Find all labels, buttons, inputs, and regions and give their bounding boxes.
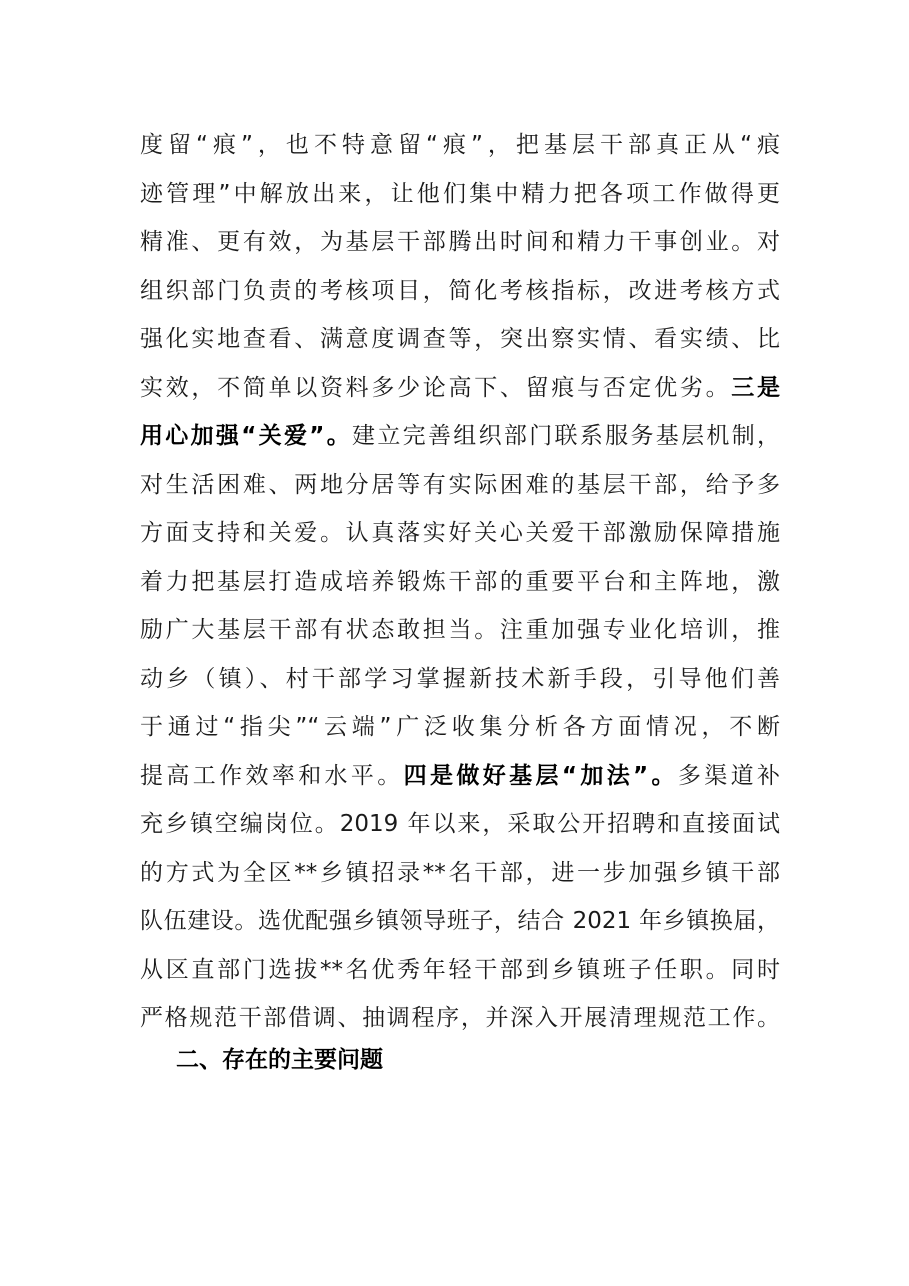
text-segment: 方面支持和关爱。认真落实好关心关爱干部激励保障措施 xyxy=(140,520,780,546)
text-line xyxy=(140,170,780,219)
text-line xyxy=(140,121,780,170)
text-line xyxy=(140,897,780,946)
text-segment: 精准、更有效，为基层干部腾出时间和精力干事创业。对 xyxy=(140,229,780,255)
text-segment: 多渠道补 xyxy=(677,762,781,789)
body-paragraph xyxy=(140,121,780,1043)
text-segment: 建立完善组织部门联系服务基层机制， xyxy=(352,423,781,449)
text-segment: 动乡（镇）、村干部学习掌握新技术新手段，引导他们善 xyxy=(140,665,780,692)
text-segment: 励广大基层干部有状态敢担当。注重加强专业化培训，推 xyxy=(140,617,780,643)
text-line xyxy=(140,461,780,510)
text-line xyxy=(140,364,780,413)
text-segment: 提高工作效率和水平。 xyxy=(140,762,404,789)
text-segment: 充乡镇空编岗位。2019 年以来，采取公开招聘和直接面试 xyxy=(140,811,780,837)
text-segment: 于通过“指尖”“云端”广泛收集分析各方面情况，不断 xyxy=(140,714,780,740)
text-line xyxy=(140,267,780,316)
text-segment: 队伍建设。选优配强乡镇领导班子，结合 2021 年乡镇换届， xyxy=(140,908,780,934)
text-segment: 从区直部门选拔**名优秀年轻干部到乡镇班子任职。同时 xyxy=(140,956,780,983)
bold-text-segment: 三是 xyxy=(731,374,781,401)
text-line xyxy=(140,412,780,461)
text-line xyxy=(140,315,780,364)
text-line xyxy=(140,800,780,849)
text-line xyxy=(140,606,780,655)
bold-text-segment: 用心加强“关爱”。 xyxy=(140,423,353,449)
text-segment: 度留“痕”，也不特意留“痕”，把基层干部真正从“痕 xyxy=(140,132,780,158)
text-segment: 迹管理”中解放出来，让他们集中精力把各项工作做得更 xyxy=(140,180,780,207)
text-line xyxy=(140,218,780,267)
text-line xyxy=(140,849,780,898)
text-line xyxy=(140,509,780,558)
text-segment: 严格规范干部借调、抽调程序，并深入开展清理规范工作。 xyxy=(140,1005,780,1031)
text-segment: 对生活困难、两地分居等有实际困难的基层干部，给予多 xyxy=(140,471,780,498)
text-segment: 组织部门负责的考核项目，简化考核指标，改进考核方式 xyxy=(140,277,780,304)
text-line xyxy=(140,703,780,752)
section-heading: 二、存在的主要问题 xyxy=(176,1047,383,1073)
text-segment: 着力把基层打造成培养锻炼干部的重要平台和主阵地，激 xyxy=(140,568,780,595)
text-segment: 实效，不简单以资料多少论高下、留痕与否定优劣。 xyxy=(140,374,732,401)
text-segment: 的方式为全区**乡镇招录**名干部，进一步加强乡镇干部 xyxy=(140,859,780,886)
bold-text-segment: 四是做好基层“加法”。 xyxy=(403,762,678,789)
text-line xyxy=(140,558,780,607)
text-line xyxy=(140,946,780,995)
text-segment: 强化实地查看、满意度调查等，突出察实情、看实绩、比 xyxy=(140,326,780,352)
text-line xyxy=(140,752,780,801)
text-line xyxy=(140,655,780,704)
